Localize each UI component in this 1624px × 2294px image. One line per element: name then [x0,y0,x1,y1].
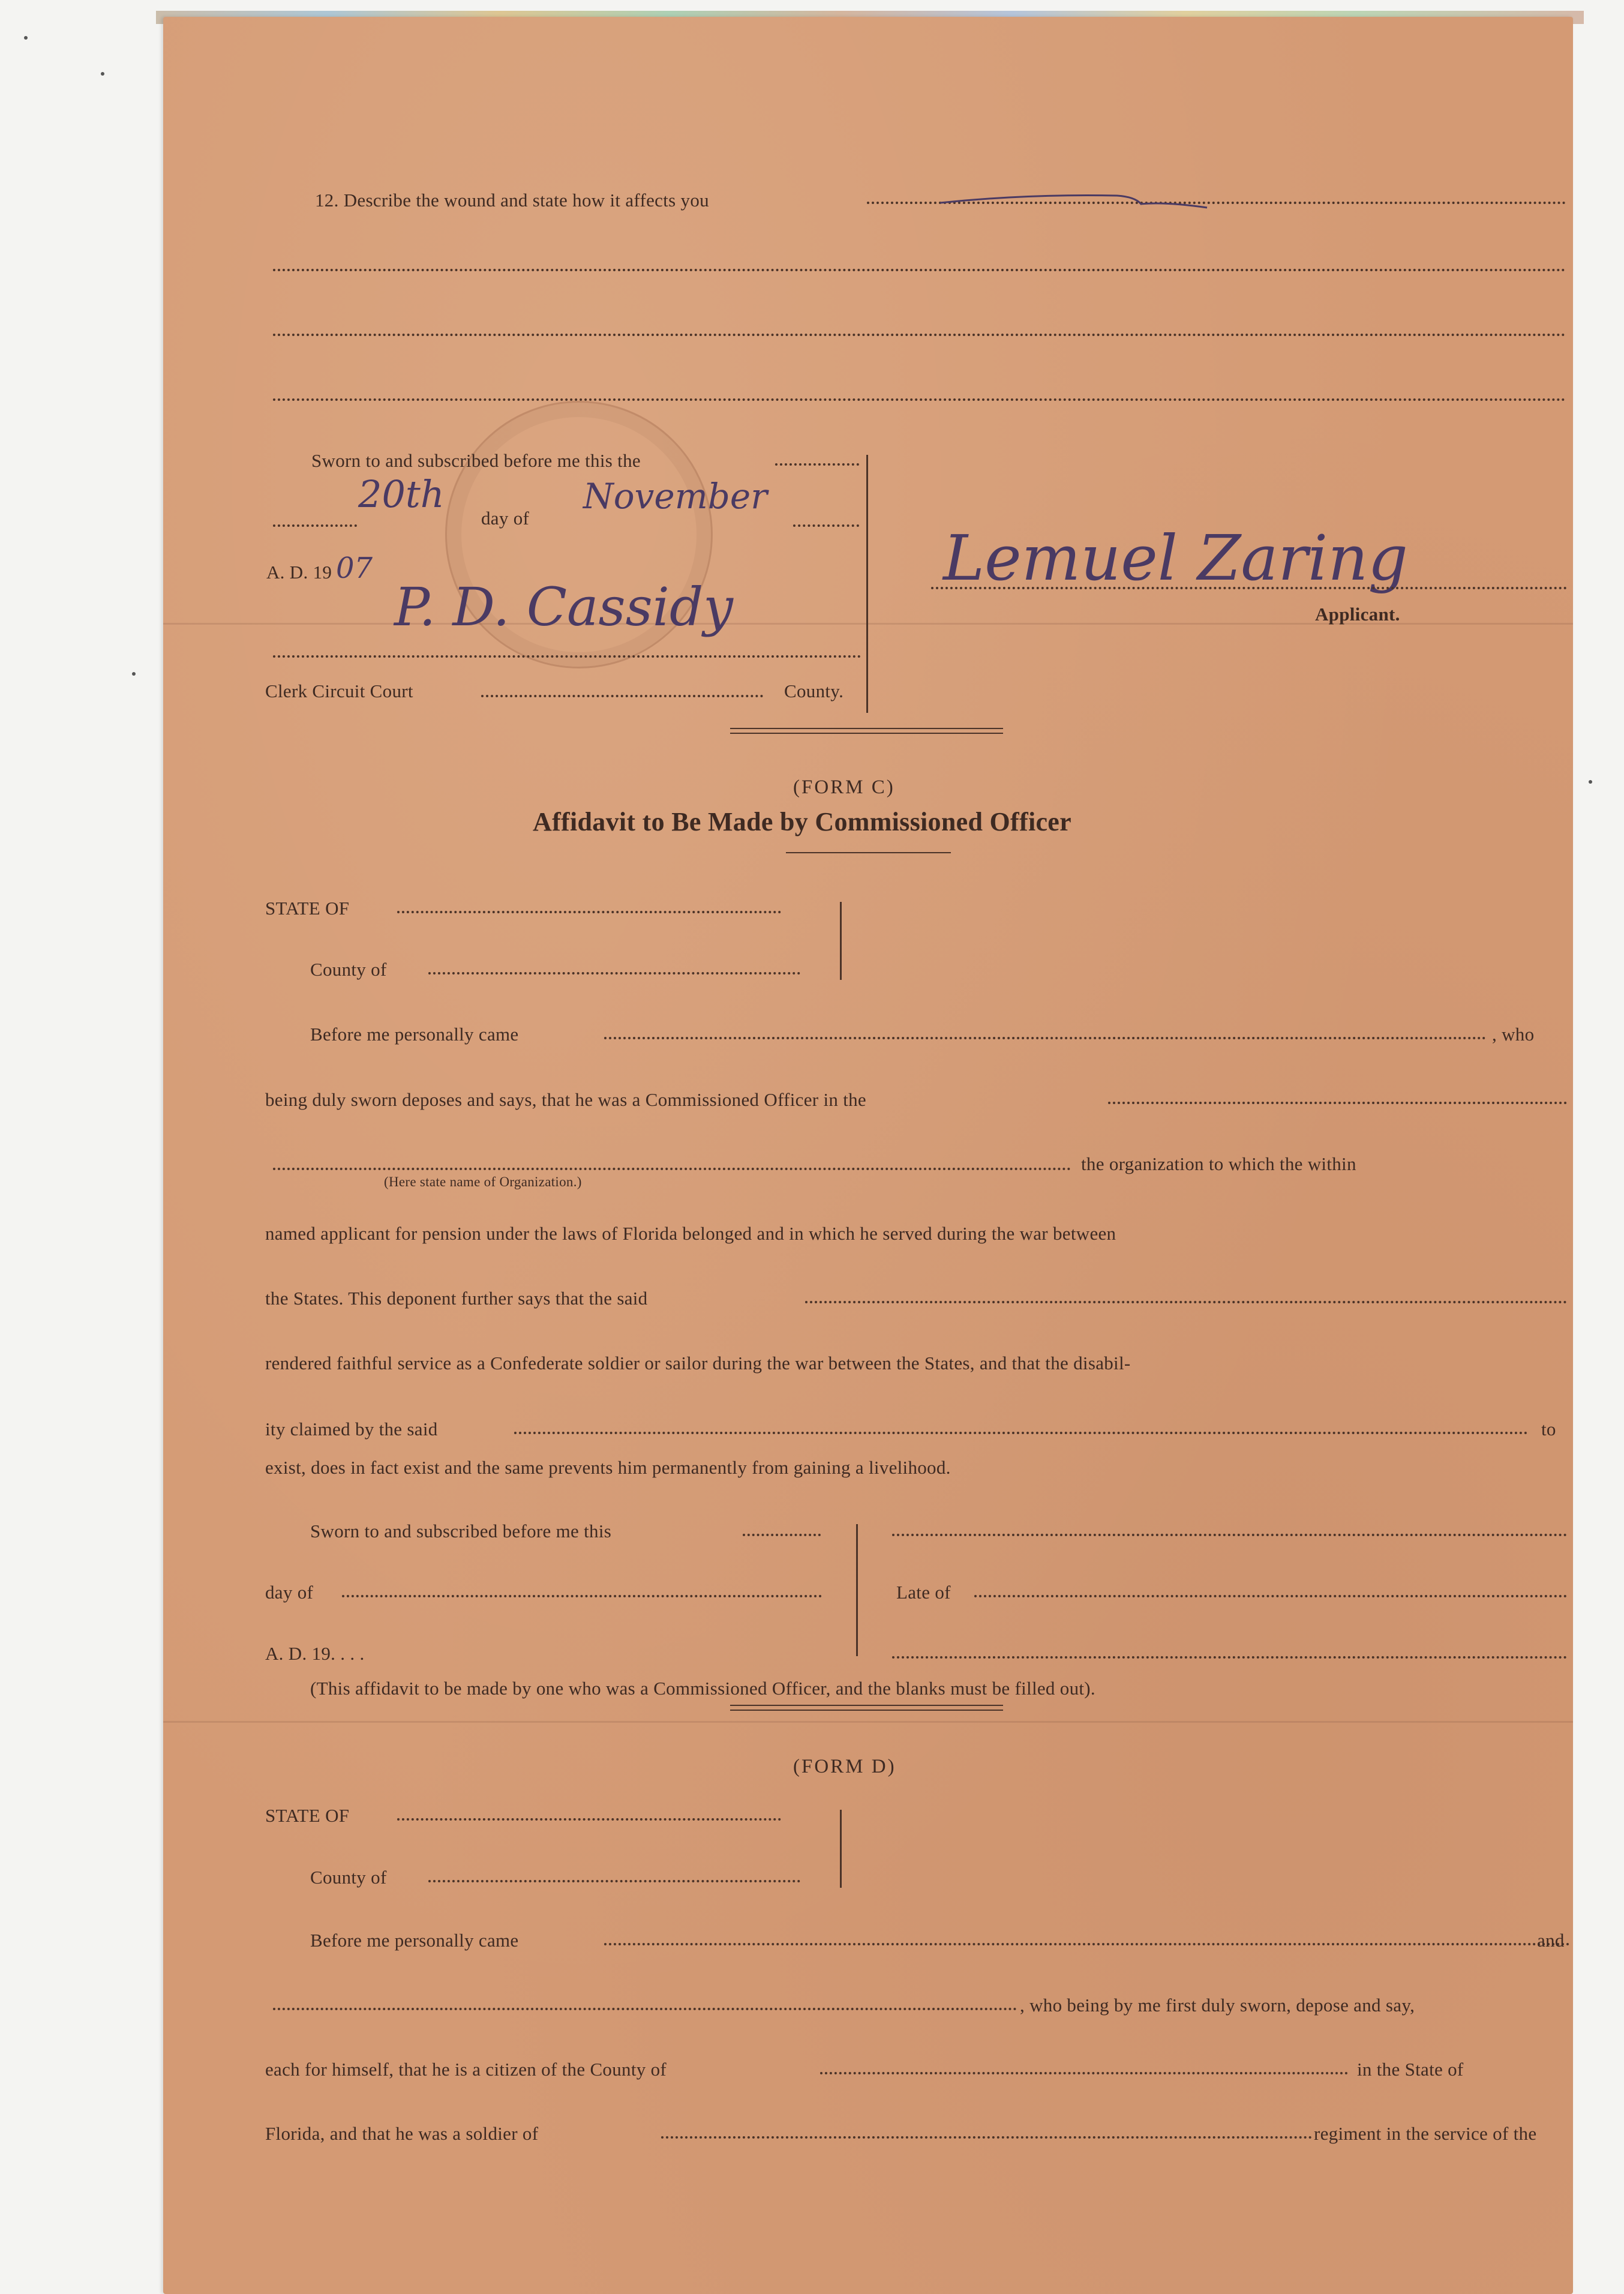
county-of-label: County of [310,959,387,980]
applicant-label: Applicant. [1315,604,1400,625]
line-6: rendered faithful service as a Confederate soldier or sailor during the war between the States, and that the disabil- [265,1353,1131,1374]
state-of-label: STATE OF [265,1805,350,1826]
divider-rule [730,733,1003,734]
sworn-label: Sworn to and subscribed before me this [310,1521,612,1542]
county-of-label: County of [310,1867,387,1888]
blank-line [892,1656,1567,1659]
blank-line [428,1880,800,1882]
question-12-label: 12. Describe the wound and state how it affects you [315,190,709,211]
applicant-signature-line [931,587,1567,589]
before-me-label: Before me personally came [310,1024,519,1045]
signature-line [273,655,861,658]
scan-speck [1589,780,1592,784]
state-of-label: STATE OF [265,898,350,919]
line-5: the States. This deponent further says that the said [265,1288,648,1309]
bracket [840,1810,851,1888]
ad-label: A. D. 19. . . . [265,1643,365,1664]
late-of-label: Late of [896,1582,951,1603]
scan-speck [132,672,136,676]
blank-line [273,524,357,527]
line-7: ity claimed by the said [265,1419,438,1440]
divider-rule [730,1710,1003,1711]
line-3-end: the organization to which the within [1081,1153,1356,1174]
organization-note: (Here state name of Organization.) [384,1174,582,1189]
bracket [840,902,851,980]
county-label: County. [784,680,844,701]
before-me-label: Before me personally came [310,1930,519,1951]
day-of-label: day of [265,1582,314,1603]
divider-rule [730,728,1003,729]
paper-fold-line [163,1721,1573,1723]
day-of-label: day of [481,508,530,529]
who-label: , who [1492,1024,1535,1045]
answer-line [273,398,1566,401]
blank-line [775,463,859,466]
line-2: being duly sworn deposes and says, that he was a Commissioned Officer in the [265,1089,866,1110]
blank-line [273,2008,1017,2010]
blank-line [1108,1102,1567,1104]
pension-form-page [163,17,1573,2294]
line-4: named applicant for pension under the laws of Florida belonged and in which he served during the war between [265,1223,1116,1244]
scan-speck [24,36,28,40]
blank-line [342,1595,822,1597]
blank-line [805,1301,1567,1303]
blank-line [820,2072,1348,2074]
county-blank-line [481,695,763,697]
blank-line [397,1818,781,1821]
applicant-signature: Lemuel Zaring [943,521,1408,595]
blank-line [514,1432,1528,1434]
handwritten-year: 07 [336,551,373,585]
line-3: each for himself, that he is a citizen of the County of [265,2059,667,2080]
line-2: , who being by me first duly sworn, depose and say, [1020,1995,1415,2016]
signature-line [892,1534,1567,1536]
handwritten-day: 20th [358,472,445,516]
clerk-label: Clerk Circuit Court [265,680,413,701]
blank-line [428,972,800,974]
blank-line [397,911,781,913]
answer-line [273,269,1566,271]
organization-blank-line [273,1168,1071,1170]
clerk-signature: P. D. Cassidy [394,576,733,638]
line-4: Florida, and that he was a soldier of [265,2123,539,2144]
blank-line [604,1943,1570,1945]
line-8: exist, does in fact exist and the same prevents him permanently from gaining a livelihood. [265,1457,951,1478]
blank-line [604,1037,1486,1039]
bracket [866,455,878,713]
pen-stroke-mark [937,179,1213,221]
blank-line [974,1595,1567,1597]
line-4-end: regiment in the service of the [1314,2123,1537,2144]
blank-line [743,1534,821,1536]
line-3-end: in the State of [1357,2059,1464,2080]
and-label: and [1537,1930,1565,1951]
sworn-label: Sworn to and subscribed before me this the [311,450,641,471]
ad-label: A. D. 19 [266,562,332,583]
scan-speck [101,72,104,76]
answer-line [273,334,1566,336]
form-c-note: (This affidavit to be made by one who was a Commissioned Officer, and the blanks must be filled out). [310,1678,1095,1699]
blank-line [793,524,859,527]
handwritten-month: November [583,476,767,517]
bracket [856,1524,867,1656]
divider-rule [730,1705,1003,1706]
form-d-label: (FORM D) [793,1756,896,1777]
blank-line [661,2136,1312,2139]
form-c-title: Affidavit to Be Made by Commissioned Officer [533,807,1071,836]
form-c-label: (FORM C) [793,776,895,798]
title-underline [786,852,951,853]
line-7-end: to [1541,1419,1556,1440]
